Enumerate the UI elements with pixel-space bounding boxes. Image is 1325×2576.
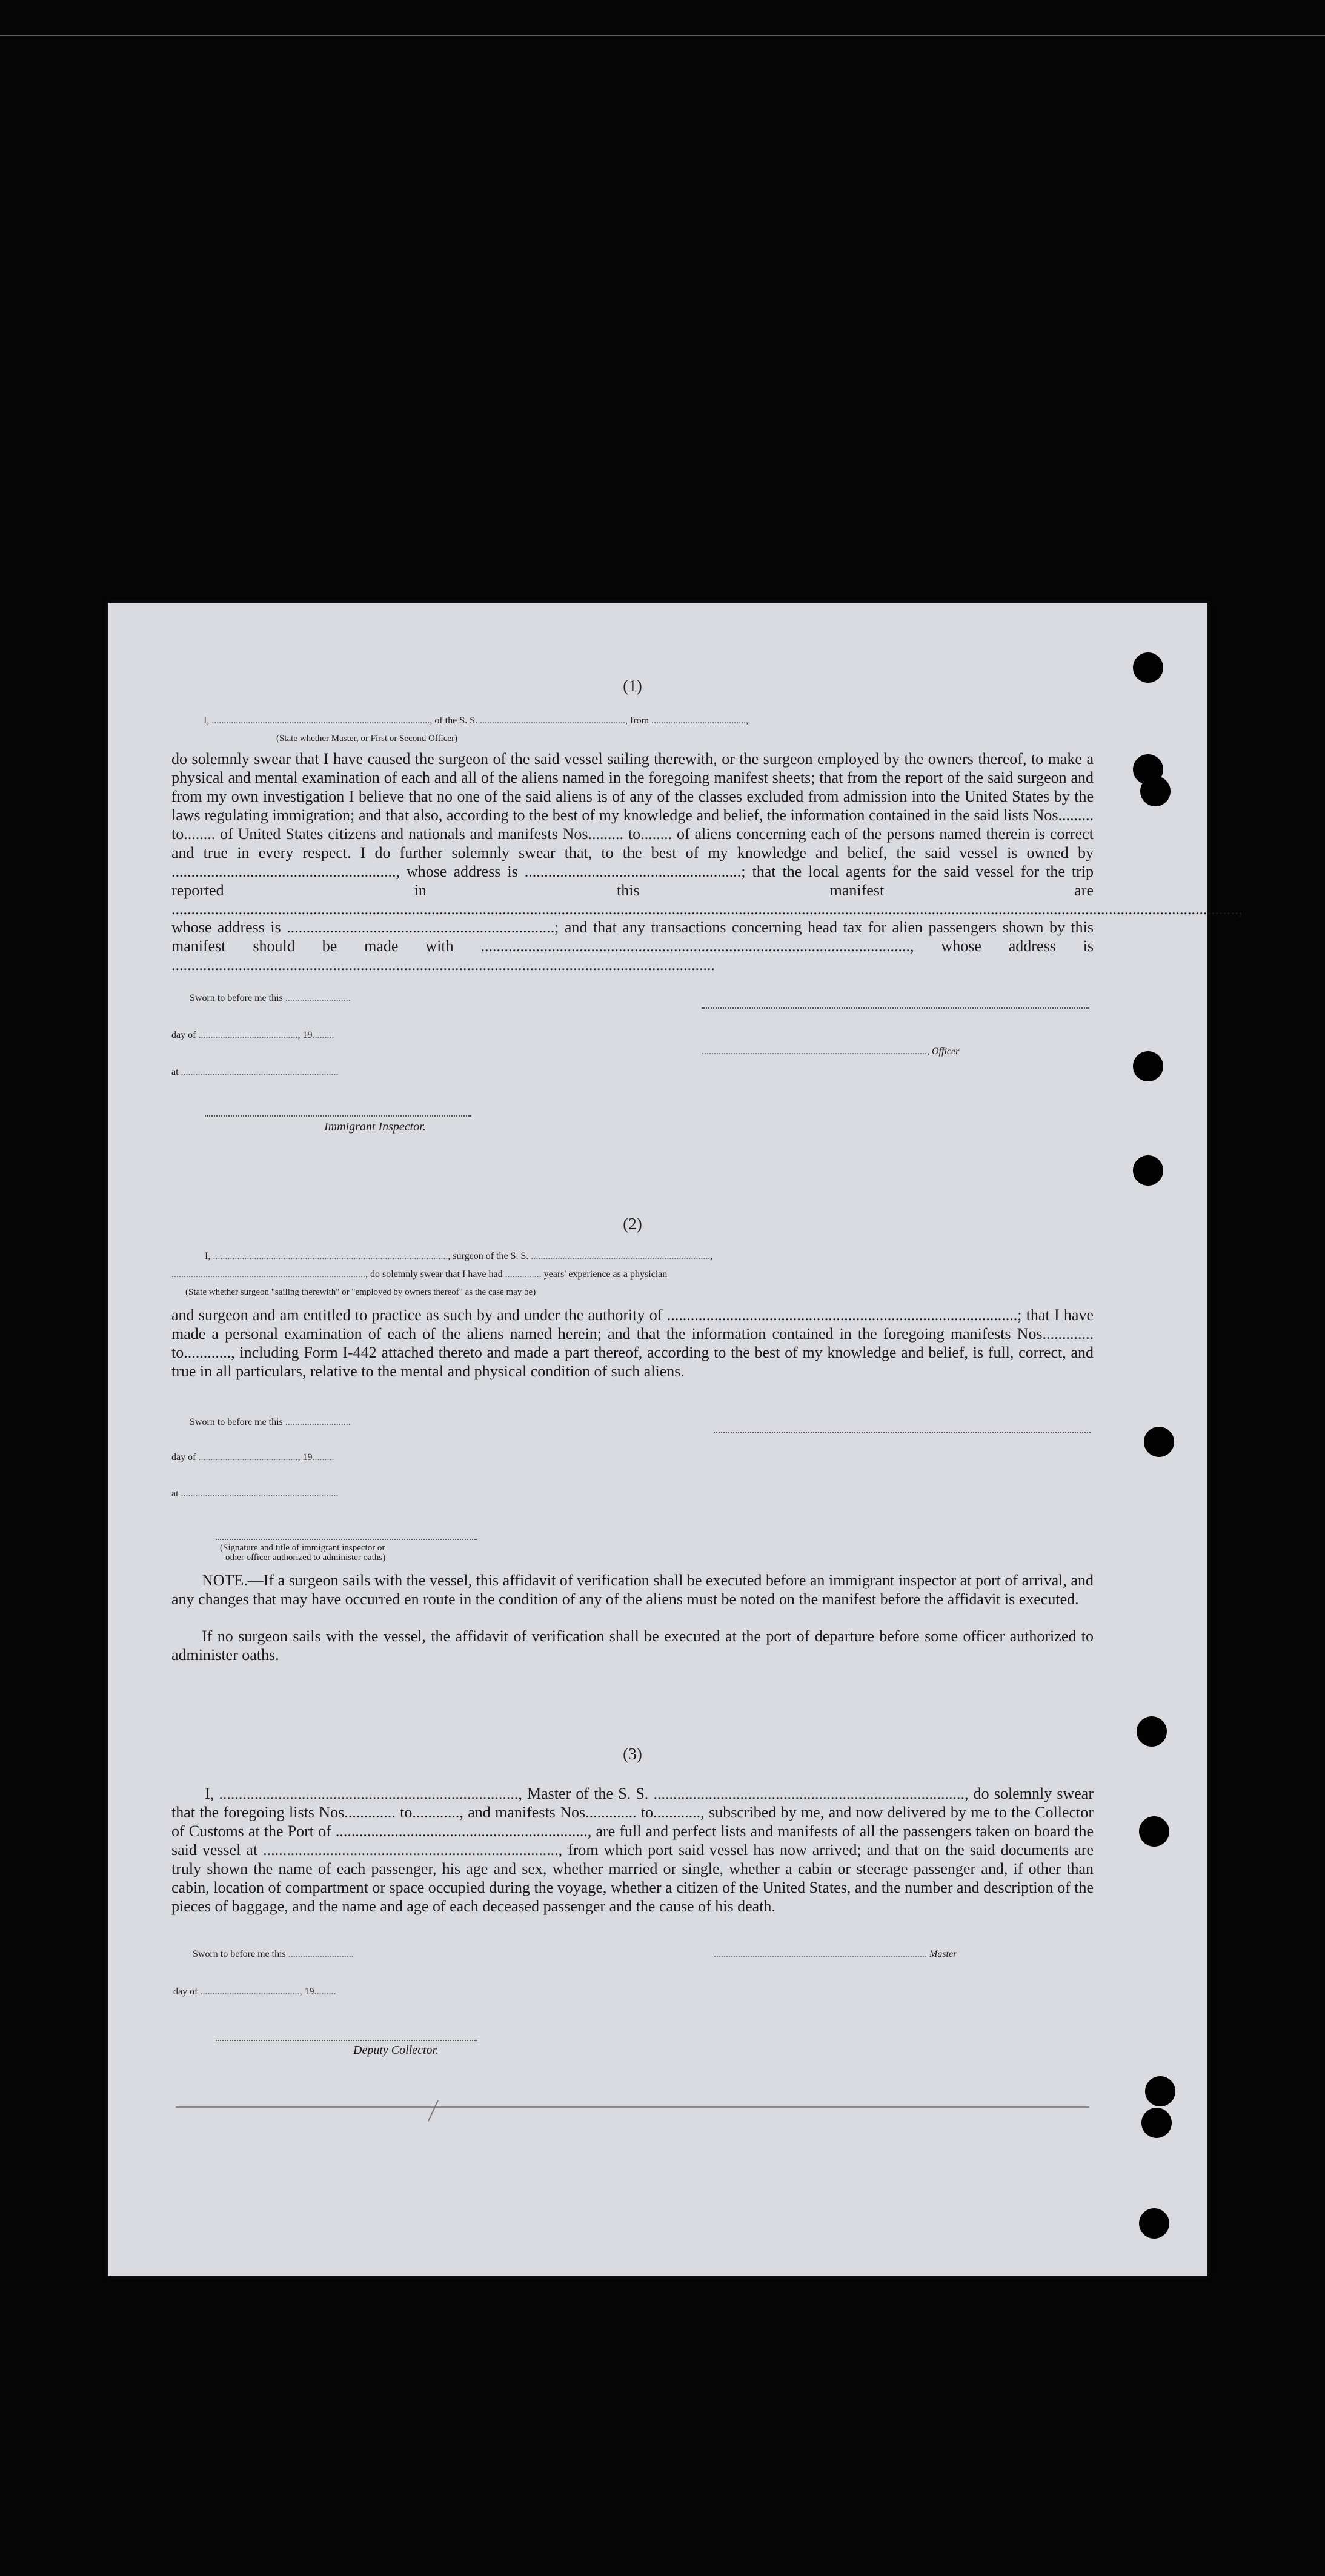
section-1-day-of (171, 1030, 334, 1041)
at-label: at (171, 1489, 179, 1499)
deputy-collector-caption: Deputy Collector. (353, 2043, 439, 2057)
administering-officer-signature-line[interactable] (216, 1539, 477, 1540)
sworn-label: Sworn to before me this (190, 993, 283, 1003)
month-blank[interactable]: ......................................... (200, 1987, 300, 1997)
officer-signature-line[interactable] (702, 1007, 1089, 1009)
master-label: Master (929, 1949, 957, 1959)
punch-hole (1133, 652, 1163, 683)
manifest-affidavit-page (108, 603, 1243, 2276)
section-3-number: (3) (623, 1745, 642, 1763)
place-blank[interactable]: ................................................................. (181, 1489, 339, 1499)
of-ss-label: , of the S. S. (430, 715, 477, 726)
surgeon-of-label: , surgeon of the S. S. (448, 1251, 529, 1261)
section-2-number: (2) (623, 1215, 642, 1233)
surgeon-vessel-blank[interactable]: .......................................................................... (531, 1251, 711, 1261)
section-2-second-line (171, 1269, 667, 1280)
from-label: , from (625, 715, 649, 726)
swear-label: , do solemnly swear that I have had (365, 1269, 503, 1280)
punch-hole (1144, 1427, 1174, 1457)
section-1-number: (1) (623, 677, 642, 695)
vessel-name-blank[interactable]: ............................................................ (480, 715, 625, 726)
master-role-caption: (State whether Master, or First or Second Officer) (276, 734, 458, 743)
section-1-at (171, 1067, 339, 1078)
section-2-sworn (190, 1417, 351, 1428)
surgeon-signature-line[interactable] (714, 1432, 1091, 1433)
section-2-day-of (171, 1452, 334, 1463)
month-blank[interactable]: ......................................... (198, 1452, 298, 1462)
years-blank[interactable]: ............... (505, 1269, 542, 1280)
scanner-edge-line (0, 35, 1325, 36)
sworn-label: Sworn to before me this (190, 1417, 283, 1427)
from-port-blank[interactable]: ....................................... (651, 715, 746, 726)
surgeon-role-blank[interactable]: ................................................................................ (171, 1269, 365, 1280)
surgeon-note: NOTE.—If a surgeon sails with the vessel, this affidavit of verification shall be executed before an immigrant inspector at port of arrival, and any changes that may have occurred en route in the condition of any of the aliens must be noted on the manifest before the affidavit is executed. (171, 1572, 1094, 1608)
punch-hole (1133, 1051, 1163, 1081)
punch-hole (1140, 776, 1171, 806)
surgeon-name-blank[interactable]: ................................................................................................. (213, 1251, 448, 1261)
punch-hole (1145, 2076, 1175, 2106)
section-2-body: and surgeon and am entitled to practice as such by and under the authority of .........................................................................................; that I have made a personal examination of each of the aliens named herein; and that the information contained in the foregoing manifests Nos............. to............, including Form I-442 attached thereto and made a part thereof, according to the best of my knowledge and belief, is full, correct, and true in all particulars, relative to the mental and physical condition of such aliens. (171, 1306, 1094, 1380)
officer-label: , Officer (927, 1046, 960, 1057)
inspector-signature-line[interactable] (205, 1115, 471, 1117)
pencil-mark (428, 2100, 439, 2121)
signature-caption-line-1: (Signature and title of immigrant inspector or (220, 1543, 385, 1553)
day-of-label: day of (171, 1030, 196, 1040)
punch-hole (1133, 1155, 1163, 1186)
section-1-opening-line (204, 715, 748, 726)
line-end-comma: , (746, 715, 749, 726)
sworn-day-blank[interactable]: ........................... (288, 1949, 354, 1959)
section-2-opening-line: I, ................................................................................................., surgeon of the S. S. .........................................................................., (205, 1251, 713, 1261)
day-of-label: day of (173, 1987, 198, 1997)
section-3-day-of (173, 1987, 336, 1997)
master-signature-blank[interactable]: ........................................................................................ (714, 1949, 927, 1959)
year-blank[interactable]: ......... (312, 1452, 334, 1462)
year-blank[interactable]: ......... (312, 1030, 334, 1040)
bottom-rule (176, 2106, 1089, 2108)
sworn-day-blank[interactable]: ........................... (285, 1417, 351, 1427)
signature-caption-line-2: other officer authorized to administer oaths) (225, 1553, 386, 1562)
section-1-sworn (190, 993, 351, 1004)
officer-line (702, 1046, 959, 1057)
section-3-body: I, ............................................................................, Master of the S. S. ..............................................................................., do solemnly swear that the foregoing lists Nos............. to............, and manifests Nos............. to............, subscribed by me, and now delivered by me to the Collector of Customs at the Port of ................................................................, are full and perfect lists and manifests of all the passengers taken on board the said vessel at ..........................................................................., from which port said vessel has now arrived; and that on the said documents are truly shown the name of each passenger, his age and sex, whether married or single, whether a cabin or steerage passenger and, if other than cabin, location of compartment or space occupied during the voyage, whether a citizen of the United States, and the number and description of the pieces of baggage, and the name and age of each deceased passenger and the cause of his death. (171, 1785, 1094, 1915)
year-blank[interactable]: ......... (314, 1987, 336, 1997)
surgeon-note-continued: If no surgeon sails with the vessel, the affidavit of verification shall be executed at the port of departure before some officer authorized to administer oaths. (171, 1627, 1094, 1664)
master-name-blank[interactable]: .......................................................................................... (211, 715, 430, 726)
section-3-sworn (193, 1949, 354, 1960)
punch-hole (1139, 1816, 1169, 1847)
year-prefix: , 19 (297, 1030, 313, 1040)
sworn-label: Sworn to before me this (193, 1949, 286, 1959)
section-2-at (171, 1489, 339, 1499)
at-label: at (171, 1067, 179, 1077)
punch-hole (1137, 1716, 1167, 1747)
master-signature-line (714, 1949, 957, 1960)
punch-hole (1139, 2208, 1169, 2239)
month-blank[interactable]: ......................................... (198, 1030, 298, 1040)
year-prefix: , 19 (299, 1987, 314, 1997)
surgeon-role-caption: (State whether surgeon "sailing therewith" or "employed by owners thereof" as the case may be) (185, 1287, 536, 1297)
pronoun-i: I, (204, 715, 210, 726)
years-label: years' experience as a physician (543, 1269, 668, 1280)
year-prefix: , 19 (297, 1452, 313, 1462)
officer-blank[interactable]: ............................................................................................. (702, 1046, 927, 1057)
section-1-body: do solemnly swear that I have caused the surgeon of the said vessel sailing therewith, or the surgeon employed by the owners thereof, to make a physical and mental examination of each and all of the aliens named in the foregoing manifest sheets; that from the report of the said surgeon and from my own investigation I believe that no one of the said aliens is of any of the classes excluded from admission into the United States by the laws regulating immigration; and that also, according to the best of my knowledge and belief, the information contained in the said lists Nos......... to........ of United States citizens and nationals and manifests Nos......... to........ of aliens concerning each of the persons named therein is correct and true in every respect. I do further solemnly swear that, to the best of my knowledge and belief, the said vessel is owned by ........................................................., whose address is .......................................................; that the local agents for the said vessel for the trip reported in this manifest are ..............................................................................................................................................................................................................................................................................., (171, 750, 1243, 918)
inspector-caption: Immigrant Inspector. (324, 1120, 426, 1134)
punch-hole (1141, 2108, 1172, 2138)
section-1-body-continued: whose address is ....................................................................; and that any transactions concerning head tax for alien passengers shown by this manifest should be made with ............................................................................................................., whose address is .......................................................................................................................................... (171, 918, 1094, 974)
pronoun-i: I, (205, 1251, 211, 1261)
deputy-collector-signature-line[interactable] (216, 2040, 477, 2041)
sworn-day-blank[interactable]: ........................... (285, 993, 351, 1003)
place-blank[interactable]: ................................................................. (181, 1067, 339, 1077)
day-of-label: day of (171, 1452, 196, 1462)
